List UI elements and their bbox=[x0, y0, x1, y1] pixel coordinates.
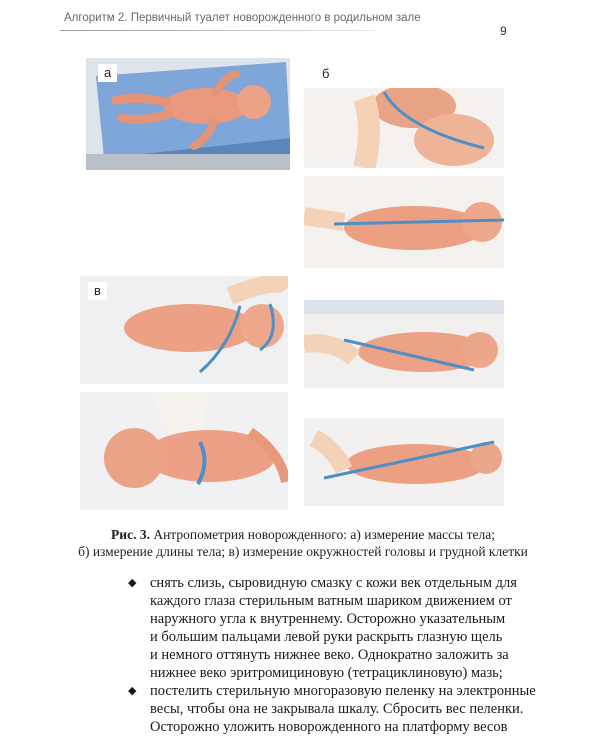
figure-caption bbox=[68, 526, 538, 560]
photo-head-circumference bbox=[80, 276, 288, 384]
photo-length-1 bbox=[304, 88, 504, 168]
list-item-line: снять слизь, сыровидную смазку с кожи век отдельным для bbox=[150, 575, 517, 591]
page-number: 9 bbox=[500, 24, 507, 38]
header-rule bbox=[60, 30, 375, 31]
bullet-icon: ◆ bbox=[128, 577, 137, 589]
photo-length-4 bbox=[304, 418, 504, 506]
list-item-line: и немного оттянуть нижнее веко. Однократно заложить за bbox=[150, 647, 509, 663]
running-header: Алгоритм 2. Первичный туалет новорожденного в родильном зале bbox=[64, 12, 421, 24]
panel-letter-v: в bbox=[88, 282, 107, 300]
list-item-line: нижнее веко эритромициновую (тетрациклиновую) мазь; bbox=[150, 665, 503, 681]
bullet-icon: ◆ bbox=[128, 685, 137, 697]
photo-length-2 bbox=[304, 176, 504, 268]
list-item-line: весы, чтобы она не закрывала шкалу. Сбросить вес пеленки. bbox=[150, 701, 524, 717]
list-item-line: каждого глаза стерильным ватным шариком движением от bbox=[150, 593, 512, 609]
list-item bbox=[128, 574, 518, 682]
caption-label: Рис. 3. bbox=[111, 527, 150, 542]
photo-chest-circumference bbox=[80, 392, 288, 510]
list-item bbox=[128, 682, 536, 736]
caption-line-1 bbox=[68, 526, 538, 543]
list-item-line: наружного угла к внутреннему. Осторожно указательным bbox=[150, 611, 506, 627]
instruction-list bbox=[128, 574, 536, 736]
list-item-line: постелить стерильную многоразовую пеленку на электронные bbox=[150, 683, 536, 699]
list-item-line: Осторожно уложить новорожденного на платформу весов bbox=[150, 719, 508, 735]
photo-length-3 bbox=[304, 300, 504, 388]
caption-line-2: б) измерение длины тела; в) измерение окружностей головы и грудной клетки bbox=[78, 544, 528, 559]
photo-weighing bbox=[86, 58, 290, 170]
list-item-line: и большим пальцами левой руки раскрыть глазную щель bbox=[150, 629, 503, 645]
panel-letter-a: а bbox=[98, 64, 117, 82]
panel-letter-b: б bbox=[322, 66, 330, 81]
caption-text-1: Антропометрия новорожденного: а) измерение массы тела; bbox=[153, 527, 495, 542]
